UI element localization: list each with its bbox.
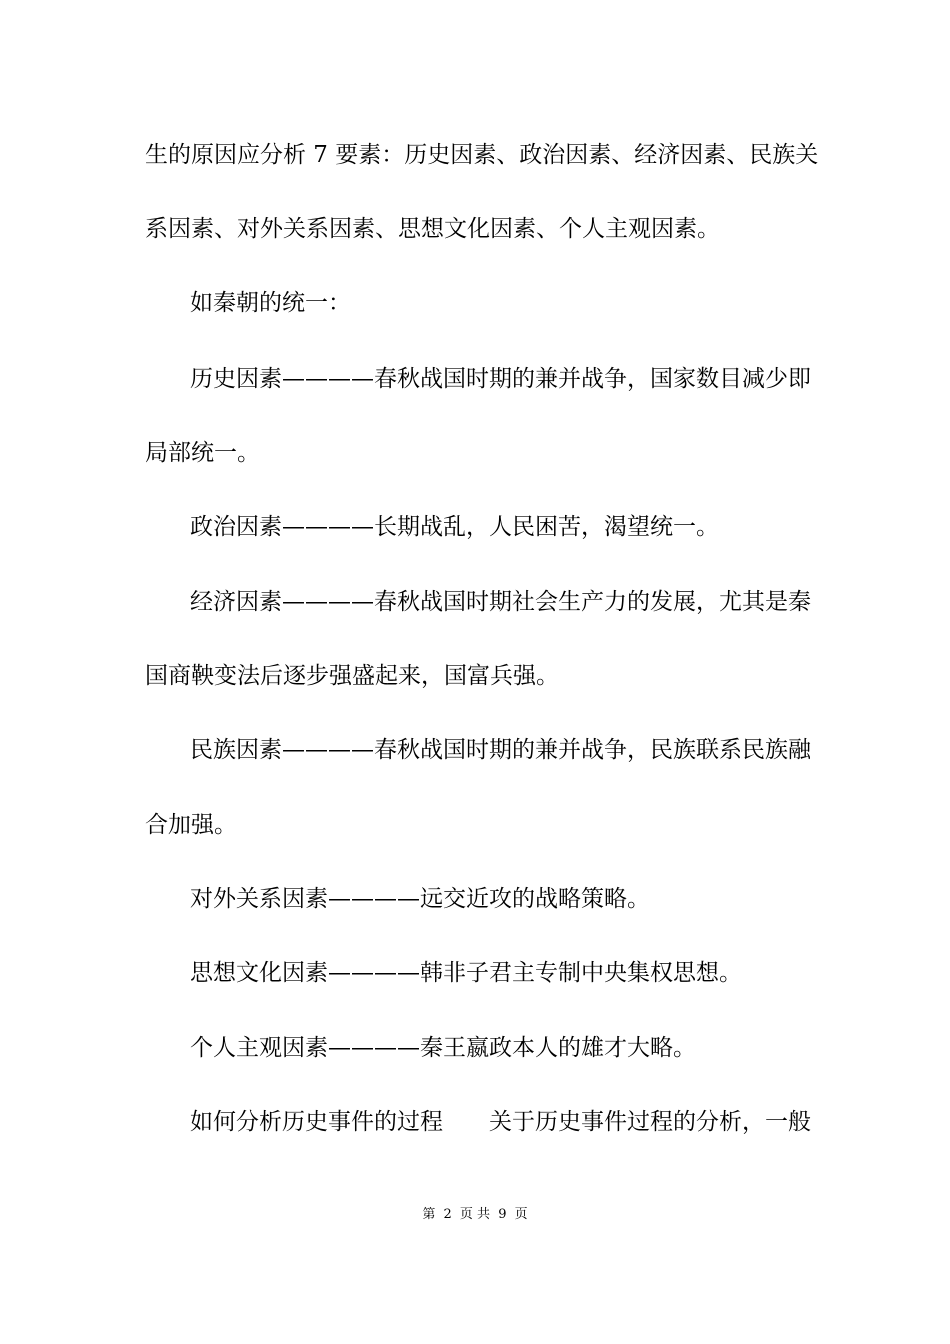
current-page-number: 2 [443, 1207, 452, 1222]
footer-suffix: 页 [514, 1207, 528, 1222]
body-line: 国商鞅变法后逐步强盛起来，国富兵强。 [145, 663, 559, 689]
footer-middle: 页 共 [459, 1207, 491, 1222]
body-line: 局部统一。 [145, 440, 260, 466]
body-line: 民族因素————春秋战国时期的兼并战争，民族联系民族融 [190, 737, 811, 763]
section-heading: 如何分析历史事件的过程 [190, 1109, 443, 1135]
section-intro: 关于历史事件过程的分析，一般 [489, 1109, 811, 1135]
body-line: 合加强。 [145, 812, 237, 838]
body-line: 对外关系因素————远交近攻的战略策略。 [190, 886, 650, 912]
body-line: 生的原因应分析 7 要素：历史因素、政治因素、经济因素、民族关 [145, 142, 819, 168]
total-page-number: 9 [498, 1207, 507, 1222]
footer-prefix: 第 [422, 1207, 436, 1222]
page-footer [0, 1206, 950, 1224]
body-line: 系因素、对外关系因素、思想文化因素、个人主观因素。 [145, 216, 720, 242]
body-line: 经济因素————春秋战国时期社会生产力的发展，尤其是秦 [190, 589, 811, 615]
body-line: 个人主观因素————秦王嬴政本人的雄才大略。 [190, 1035, 696, 1061]
body-line: 政治因素————长期战乱，人民困苦，渴望统一。 [190, 514, 719, 540]
body-line: 如秦朝的统一： [190, 290, 351, 316]
body-line: 历史因素————春秋战国时期的兼并战争，国家数目减少即 [190, 366, 811, 392]
body-line: 思想文化因素————韩非子君主专制中央集权思想。 [190, 960, 742, 986]
body-line-heading [190, 1107, 811, 1137]
